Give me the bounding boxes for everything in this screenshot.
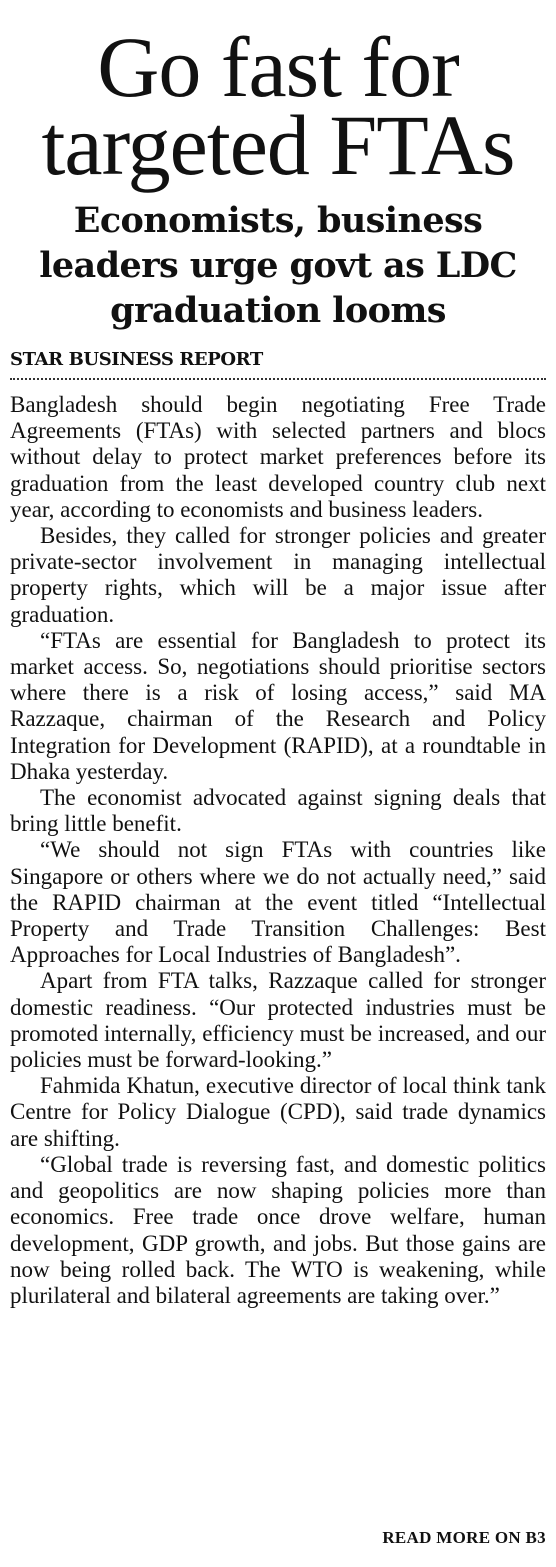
paragraph-6: Apart from FTA talks, Razzaque called for stronger domestic readiness. “Our protected industries must be promoted internally, efficiency must be increased, and our policies must be forward-looking.” xyxy=(10,968,546,1073)
byline-divider xyxy=(10,378,546,380)
paragraph-5: “We should not sign FTAs with countries like Singapore or others where we do not actually need,” said the RAPID chairman at the event titled “Intellectual Property and Trade Transition Challenges: Best Approaches for Local Industries of Bangladesh”. xyxy=(10,837,546,968)
article-body xyxy=(10,392,546,1309)
paragraph-8: “Global trade is reversing fast, and domestic politics and geopolitics are now shaping policies more than economics. Free trade once drove welfare, human development, GDP growth, and jobs. But those gains are now being rolled back. The WTO is weakening, while plurilateral and bilateral agreements are taking over.” xyxy=(10,1151,546,1308)
paragraph-3: “FTAs are essential for Bangladesh to protect its market access. So, negotiations should prioritise sectors where there is a risk of losing access,” said MA Razzaque, chairman of the Research and Policy Integration for Development (RAPID), at a roundtable in Dhaka yesterday. xyxy=(10,627,546,784)
paragraph-4: The economist advocated against signing deals that bring little benefit. xyxy=(10,785,546,837)
subheadline-line-3: graduation looms xyxy=(110,290,446,331)
paragraph-2: Besides, they called for stronger policies and greater private-sector involvement in managing intellectual property rights, which will be a major issue after graduation. xyxy=(10,523,546,627)
paragraph-7: Fahmida Khatun, executive director of local think tank Centre for Policy Dialogue (CPD), said trade dynamics are shifting. xyxy=(10,1073,546,1151)
subheadline xyxy=(10,198,546,333)
news-article-page xyxy=(0,19,556,1567)
headline-line-1: Go fast for xyxy=(97,19,459,115)
headline-line-2: targeted FTAs xyxy=(41,97,515,193)
headline xyxy=(10,19,546,193)
byline: STAR BUSINESS REPORT xyxy=(10,349,263,370)
read-more-link[interactable]: READ MORE ON B3 xyxy=(382,1528,546,1547)
subheadline-line-1: Economists, business xyxy=(73,200,483,241)
paragraph-1: Bangladesh should begin negotiating Free Trade Agreements (FTAs) with selected partners and blocs without delay to protect market preferences before its graduation from the least developed country club next year, according to economists and business leaders. xyxy=(10,392,546,522)
subheadline-line-2: leaders urge govt as LDC xyxy=(39,245,517,286)
